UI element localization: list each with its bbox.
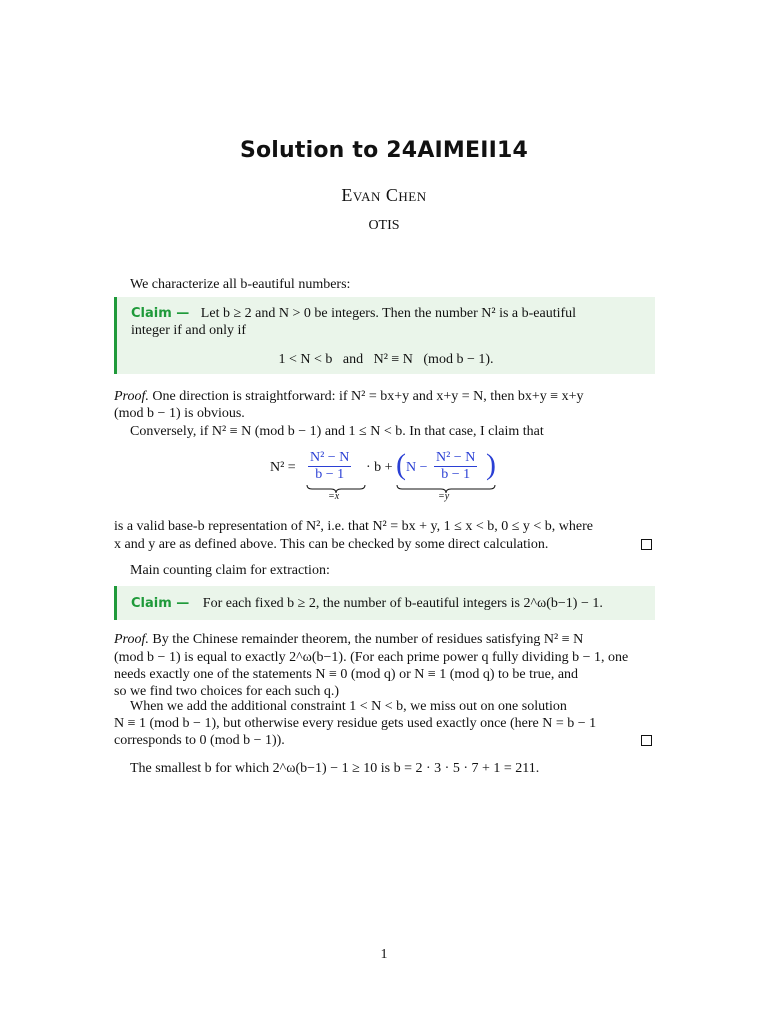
proof-text-line: One direction is straightforward: if N² = bx+y and x+y = N, then bx+y ≡ x+y xyxy=(152,389,584,404)
equation-lhs: N² = xyxy=(270,460,296,475)
intro-text: We characterize all b-eautiful numbers: xyxy=(130,277,351,292)
brace-label-x: =x xyxy=(328,491,340,502)
claim-box-1 xyxy=(114,297,655,374)
proof-text-line: By the Chinese remainder theorem, the number of residues satisfying N² ≡ N xyxy=(152,632,584,647)
claim-text-line: integer if and only if xyxy=(131,323,247,338)
fraction-x xyxy=(308,450,351,483)
paper-title: Solution to 24AIMEII14 xyxy=(239,138,529,163)
paren-N: N − xyxy=(406,460,428,475)
qed-square xyxy=(641,735,652,746)
proof-text-line: N ≡ 1 (mod b − 1), but otherwise every residue gets used exactly once (here N = b − 1 xyxy=(114,716,597,731)
affiliation: OTIS xyxy=(368,218,400,233)
proof-lead: Proof. xyxy=(114,389,149,404)
page-number: 1 xyxy=(380,947,388,962)
counting-intro: Main counting claim for extraction: xyxy=(130,563,330,578)
qed-square xyxy=(641,539,652,550)
proof-lead: Proof. xyxy=(114,632,149,647)
fraction-numerator: N² − N xyxy=(310,450,350,465)
fraction-numerator: N² − N xyxy=(436,450,476,465)
proof-text-line: (mod b − 1) is equal to exactly 2^ω(b−1). (For each prime power q fully dividing b − 1, one xyxy=(114,650,629,665)
claim-text-line: Let b ≥ 2 and N > 0 be integers. Then the number N² is a b-eautiful xyxy=(200,306,577,321)
equation-times: · b + xyxy=(366,460,393,475)
fraction-y xyxy=(434,450,477,483)
proof-text-line: When we add the additional constraint 1 < N < b, we miss out on one solution xyxy=(130,699,567,714)
proof-text-line: x and y are as defined above. This can be checked by some direct calculation. xyxy=(114,537,549,552)
proof-text-line: corresponds to 0 (mod b − 1)). xyxy=(114,733,285,748)
claim-label: Claim — xyxy=(131,306,190,321)
final-statement: The smallest b for which 2^ω(b−1) − 1 ≥ 10 is b = 2 · 3 · 5 · 7 + 1 = 211. xyxy=(130,761,540,776)
proof-text-line: (mod b − 1) is obvious. xyxy=(114,406,245,421)
claim-display-math: 1 < N < b and N² ≡ N (mod b − 1). xyxy=(278,352,494,367)
fraction-denominator: b − 1 xyxy=(441,467,471,482)
right-paren: ) xyxy=(486,448,496,481)
proof-text-line: is a valid base-b representation of N², i.e. that N² = bx + y, 1 ≤ x < b, 0 ≤ y < b, where xyxy=(114,519,593,534)
claim-box-2 xyxy=(114,586,655,620)
display-equation xyxy=(270,450,510,506)
brace-label-y: =y xyxy=(438,491,450,502)
proof-text-line: Conversely, if N² ≡ N (mod b − 1) and 1 ≤ N < b. In that case, I claim that xyxy=(130,424,544,439)
claim-label: Claim — xyxy=(131,596,190,611)
left-paren: ( xyxy=(396,448,406,481)
claim-text-line: For each fixed b ≥ 2, the number of b-eautiful integers is 2^ω(b−1) − 1. xyxy=(202,596,603,611)
fraction-denominator: b − 1 xyxy=(315,467,345,482)
author-name: Evan Chen xyxy=(341,185,427,205)
proof-text-line: so we find two choices for each such q.) xyxy=(114,684,340,699)
proof-text-line: needs exactly one of the statements N ≡ 0 (mod q) or N ≡ 1 (mod q) to be true, and xyxy=(114,667,579,682)
